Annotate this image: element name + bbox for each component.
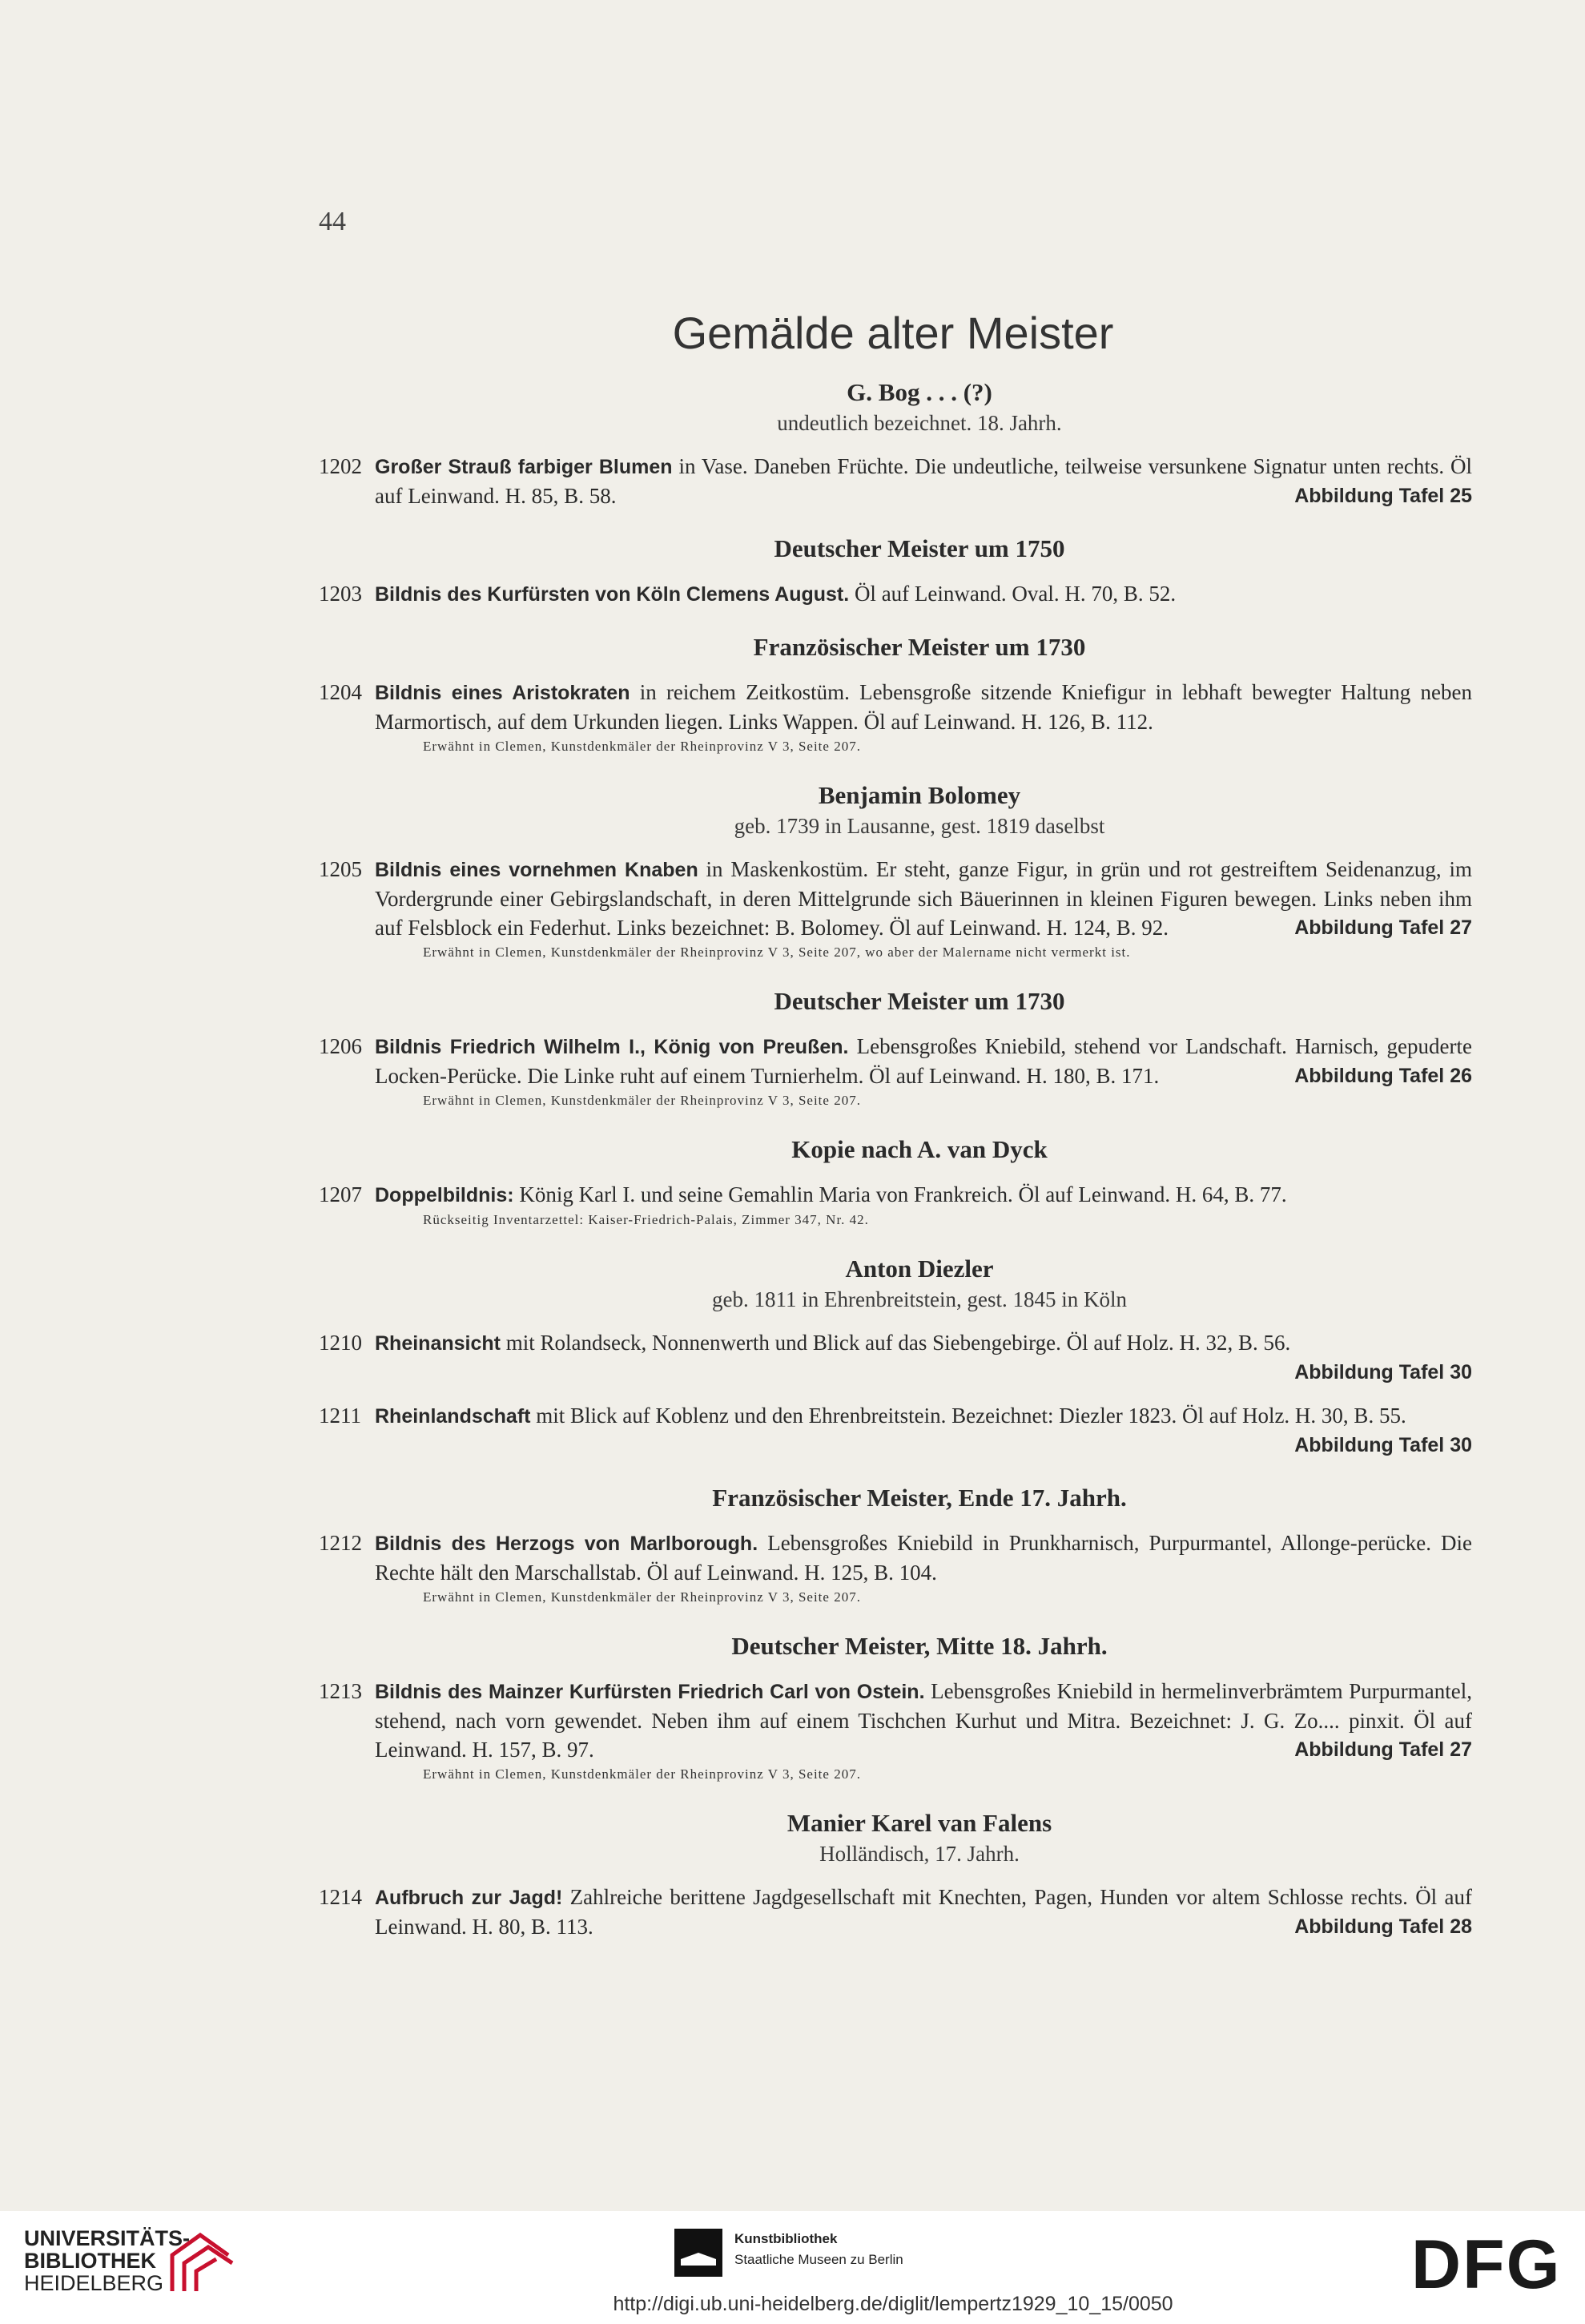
entry-title: Bildnis des Kurfürsten von Köln Clemens August. [375, 583, 850, 606]
lot-number: 1203 [319, 582, 362, 606]
heading-gap [319, 1868, 1472, 1883]
catalog-entry [319, 678, 1472, 736]
entry-title: Bildnis eines Aristokraten [375, 682, 630, 704]
entry-text: Lebensgroßes Kniebild in Prunkharnisch, Purpurmantel, Allonge-perücke. Die Rechte hält den Marschallstab. Öl auf Leinwand. H. 125, B. 104. [375, 1531, 1472, 1585]
entry-text: in Vase. Daneben Früchte. Die undeutliche, teilweise versunkene Signatur unten rechts. Öl auf Leinwand. H. 85, B. 58. [375, 454, 1472, 508]
entry-body [375, 678, 1472, 736]
section-gap [319, 1111, 1472, 1134]
entry-body [375, 452, 1472, 510]
catalog-entry [319, 1677, 1472, 1764]
ub-line-2: BIBLIOTHEK [24, 2249, 156, 2273]
section-gap [319, 1460, 1472, 1482]
kunstbibliothek-mark-icon [674, 2229, 722, 2281]
plate-reference: Abbildung Tafel 30 [1294, 1361, 1472, 1384]
entry-body [375, 1328, 1472, 1358]
entry-text: mit Rolandseck, Nonnenwerth und Blick auf das Siebengebirge. Öl auf Holz. H. 32, B. 56. [500, 1331, 1291, 1355]
lot-number: 1210 [319, 1331, 362, 1355]
ub-heidelberg-mark-icon [156, 2227, 244, 2303]
entry-title: Bildnis des Mainzer Kurfürsten Friedrich Carl von Ostein. [375, 1681, 925, 1703]
artist-heading: Französischer Meister um 1730 [753, 633, 1086, 661]
literature-note: Erwähnt in Clemen, Kunstdenkmäler der Rheinprovinz V 3, Seite 207. [423, 1589, 861, 1605]
lot-number: 1214 [319, 1885, 362, 1909]
lot-number: 1207 [319, 1182, 362, 1206]
catalog-entry [319, 579, 1472, 609]
entry-title: Bildnis Friedrich Wilhelm I., König von Preußen. [375, 1036, 849, 1058]
entry-body [375, 1677, 1472, 1764]
ub-line-1: UNIVERSITÄTS- [24, 2226, 191, 2250]
heading-gap [319, 1017, 1472, 1032]
artist-subline: undeutlich bezeichnet. 18. Jahrh. [777, 411, 1062, 435]
heading-gap [319, 437, 1472, 452]
entry-body [375, 579, 1472, 609]
catalog-entry [319, 452, 1472, 510]
artist-heading: Deutscher Meister um 1730 [774, 987, 1065, 1015]
plate-reference: Abbildung Tafel 28 [1294, 1915, 1472, 1938]
lot-number: 1205 [319, 857, 362, 881]
entry-body [375, 1401, 1472, 1460]
entry-title: Rheinansicht [375, 1332, 501, 1355]
plate-reference: Abbildung Tafel 26 [1294, 1065, 1472, 1087]
catalog-entry [319, 1529, 1472, 1587]
page-number: 44 [319, 207, 346, 236]
heading-gap [319, 1514, 1472, 1529]
ub-heidelberg-logo[interactable] [24, 2227, 190, 2294]
section-gap [319, 1230, 1472, 1253]
artist-subline: Holländisch, 17. Jahrh. [819, 1842, 1020, 1866]
entry-body [375, 1180, 1472, 1210]
entry-text: Öl auf Leinwand. Oval. H. 70, B. 52. [849, 582, 1177, 606]
page-title: Gemälde alter Meister [672, 308, 1114, 358]
catalog-entry [319, 1180, 1472, 1210]
literature-note: Erwähnt in Clemen, Kunstdenkmäler der Rheinprovinz V 3, Seite 207. [423, 739, 861, 754]
artist-heading: Manier Karel van Falens [786, 1809, 1052, 1837]
entry-text: mit Blick auf Koblenz und den Ehrenbreitstein. Bezeichnet: Diezler 1823. Öl auf Holz. H. 30, B. 55. [530, 1404, 1406, 1428]
entry-title: Doppelbildnis: [375, 1184, 514, 1206]
section-gap [319, 609, 1472, 631]
lot-number: 1211 [319, 1404, 361, 1428]
ub-line-3: HEIDELBERG [24, 2271, 164, 2295]
permalink-url[interactable]: http://digi.ub.uni-heidelberg.de/diglit/lempertz1929_10_15/0050 [613, 2293, 1173, 2315]
entry-body [375, 855, 1472, 942]
artist-heading: Deutscher Meister um 1750 [774, 534, 1065, 562]
heading-gap [319, 840, 1472, 855]
literature-note: Rückseitig Inventarzettel: Kaiser-Friedrich-Palais, Zimmer 347, Nr. 42. [423, 1212, 869, 1227]
artist-subline: geb. 1811 in Ehrenbreitstein, gest. 1845 in Köln [712, 1287, 1127, 1311]
entry-title: Aufbruch zur Jagd! [375, 1887, 563, 1909]
heading-gap [319, 663, 1472, 678]
lot-number: 1204 [319, 680, 362, 704]
lot-number: 1213 [319, 1679, 362, 1703]
artist-subline: geb. 1739 in Lausanne, gest. 1819 daselbst [734, 814, 1105, 838]
plate-reference: Abbildung Tafel 25 [1294, 485, 1472, 507]
lot-number: 1202 [319, 454, 362, 478]
section-gap [319, 757, 1472, 779]
entry-title: Bildnis des Herzogs von Marlborough. [375, 1533, 758, 1555]
plate-reference: Abbildung Tafel 27 [1294, 916, 1472, 939]
heading-gap [319, 565, 1472, 579]
section-gap [319, 510, 1472, 533]
section-gap [319, 963, 1472, 985]
artist-heading: Kopie nach A. van Dyck [791, 1135, 1048, 1163]
catalog-entry [319, 1883, 1472, 1941]
kunstbibliothek-name: Kunstbibliothek [734, 2231, 838, 2246]
entry-body [375, 1529, 1472, 1587]
entry-title: Rheinlandschaft [375, 1405, 531, 1428]
heading-gap [319, 1662, 1472, 1677]
entry-body [375, 1032, 1472, 1090]
catalog-entry [319, 1401, 1472, 1460]
entry-title: Bildnis eines vornehmen Knaben [375, 859, 698, 881]
artist-heading: Benjamin Bolomey [818, 781, 1021, 809]
plate-reference: Abbildung Tafel 27 [1294, 1738, 1472, 1761]
kunstbibliothek-subtitle: Staatliche Museen zu Berlin [734, 2252, 903, 2267]
lot-number: 1212 [319, 1531, 362, 1555]
entry-title: Großer Strauß farbiger Blumen [375, 456, 673, 478]
plate-reference: Abbildung Tafel 30 [1294, 1434, 1472, 1456]
section-gap [319, 1608, 1472, 1630]
lot-number: 1206 [319, 1034, 362, 1058]
artist-heading: Deutscher Meister, Mitte 18. Jahrh. [731, 1632, 1108, 1660]
artist-heading: Französischer Meister, Ende 17. Jahrh. [712, 1484, 1127, 1512]
literature-note: Erwähnt in Clemen, Kunstdenkmäler der Rheinprovinz V 3, Seite 207. [423, 1093, 861, 1108]
artist-heading: G. Bog . . . (?) [847, 378, 992, 406]
dfg-logo[interactable]: DFG [1411, 2226, 1562, 2303]
catalog-entry [319, 1032, 1472, 1090]
catalog-entry [319, 855, 1472, 942]
catalog-entry [319, 1328, 1472, 1358]
entry-text: Lebensgroßes Kniebild, stehend vor Landschaft. Harnisch, gepuderte Locken-Perücke. Die Linke ruht auf einem Turnierhelm. Öl auf Leinwand. H. 180, B. 171. [375, 1034, 1472, 1088]
heading-gap [319, 1166, 1472, 1180]
entry-text: in reichem Zeitkostüm. Lebensgroße sitzende Kniefigur in lebhaft bewegter Haltung neben Marmortisch, auf dem Urkunden liegen. Links Wappen. Öl auf Leinwand. H. 126, B. 112. [375, 680, 1472, 734]
literature-note: Erwähnt in Clemen, Kunstdenkmäler der Rheinprovinz V 3, Seite 207, wo aber der Malername nicht vermerkt ist. [423, 945, 1131, 960]
heading-gap [319, 1314, 1472, 1328]
entry-text: König Karl I. und seine Gemahlin Maria von Frankreich. Öl auf Leinwand. H. 64, B. 77. [513, 1182, 1287, 1206]
entry-text: Lebensgroßes Kniebild in hermelinverbrämtem Purpurmantel, stehend, nach vorn gewendet. Neben ihm auf einem Tischchen Kurhut und Mitra. Bezeichnet: J. G. Zo.... pinxit. Öl auf Leinwand. H. 157, B. 97. [375, 1679, 1472, 1762]
entry-text: in Maskenkostüm. Er steht, ganze Figur, in grün und rot gestreiftem Seidenanzug, im Vordergrunde einer Gebirgslandschaft, in deren Mittelgrunde sich Bäuerinnen in kleinen Figuren bewegen. Links neben ihm auf Felsblock ein Federhut. Links bezeichnet: B. Bolomey. Öl auf Leinwand. H. 124, B. 92. [375, 857, 1472, 940]
section-gap [319, 1785, 1472, 1807]
artist-heading: Anton Diezler [845, 1255, 994, 1283]
entry-gap [319, 1387, 1472, 1401]
catalog-content [319, 377, 1472, 1941]
entry-body [375, 1883, 1472, 1941]
entry-text: Zahlreiche berittene Jagdgesellschaft mit Knechten, Pagen, Hunden vor altem Schlosse rechts. Öl auf Leinwand. H. 80, B. 113. [375, 1885, 1472, 1939]
literature-note: Erwähnt in Clemen, Kunstdenkmäler der Rheinprovinz V 3, Seite 207. [423, 1766, 861, 1782]
